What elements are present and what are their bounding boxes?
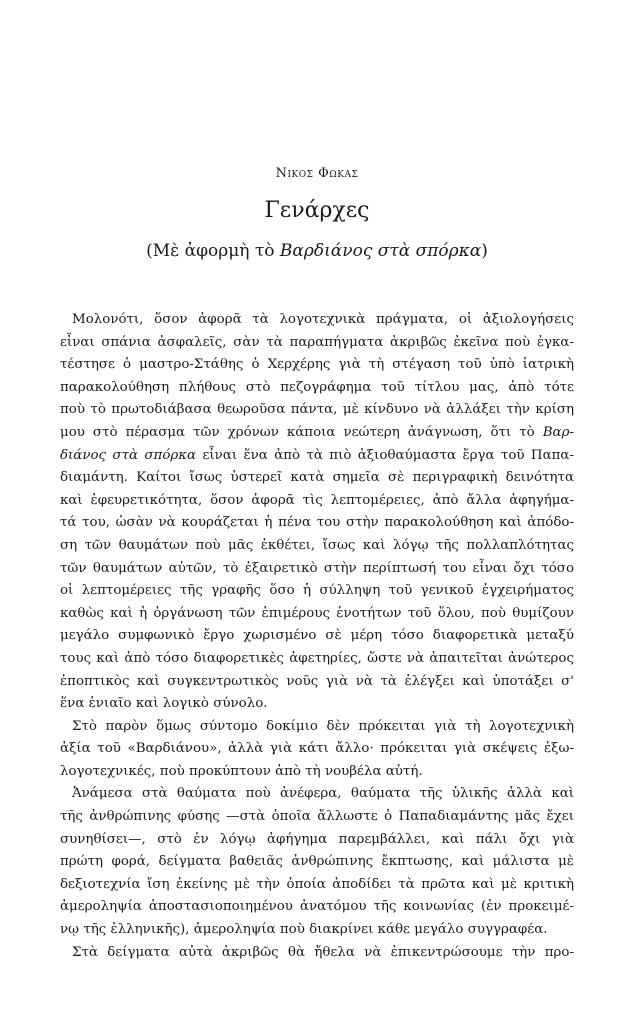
text-segment: ἀξία τοῦ «Βαρδιάνου», ἀλλὰ γιὰ κάτι ἄλλο· πρόκειται γιὰ σκέψεις ἐξω-: [60, 741, 574, 757]
text-line: [60, 535, 574, 558]
text-line: [60, 919, 574, 942]
text-segment: εἶναι σπάνια ἀσφαλεῖς, σὰν τὰ παραπήγματα ἀκριβῶς ἐκεῖνα ποὺ ἐγκα-: [60, 334, 574, 350]
text-line: [60, 422, 574, 445]
text-segment: τους καὶ ἀπὸ τόσο διαφορετικὲς ἀφετηρίες, ὥστε νὰ ἀπαιτεῖται ἀνώτερος: [60, 650, 574, 666]
text-line: [60, 603, 574, 626]
text-segment: ποὺ τὸ πρωτοδιάβασα θεωροῦσα πάντα, μὲ κίνδυνο νὰ ἀλλάξει τὴν κρίση: [60, 402, 574, 418]
text-line: [60, 738, 574, 761]
text-segment: Στὸ παρὸν ὅμως σύντομο δοκίμιο δὲν πρόκειται γιὰ τὴ λογοτεχνικὴ: [72, 718, 574, 734]
italic-segment: διάνος στὰ σπόρκα: [60, 447, 197, 463]
text-segment: παρακολούθηση πλήθους στὸ πεζογράφημα τοῦ τίτλου μας, ἀπὸ τότε: [60, 379, 574, 395]
body-text: [60, 309, 574, 964]
text-segment: Μολονότι, ὅσον ἀφορᾶ τὰ λογοτεχνικὰ πράγματα, οἱ ἀξιολογήσεις: [72, 312, 574, 327]
text-line: [60, 512, 574, 535]
text-segment: λογοτεχνικές, ποὺ προκύπτουν ἀπὸ τὴ νουβέλα αὐτή.: [60, 763, 423, 779]
text-line: [60, 625, 574, 648]
text-line: [60, 445, 574, 468]
text-line: [60, 851, 574, 874]
text-line: [60, 806, 574, 829]
text-segment: πρώτη φορά, δείγματα βαθειᾶς ἀνθρώπινης ἔκπτωσης, καὶ μάλιστα μὲ: [60, 854, 574, 870]
text-segment: διαμάντη. Καίτοι ἴσως ὑστερεῖ κατὰ σημεῖα σὲ περιγραφικὴ δεινότητα: [60, 470, 574, 486]
text-segment: ἐποπτικὸς καὶ συγκεντρωτικὸς νοῦς γιὰ νὰ τὰ ἐλέγξει καὶ ὑποτάξει σ': [60, 673, 574, 689]
article-title: Γενάρχες: [264, 198, 370, 223]
text-line: [60, 693, 574, 716]
text-segment: τέστησε ὁ μαστρο-Στάθης ὁ Χερχέρης γιὰ τὴ στέγαση τοῦ ὑπὸ ἰατρικὴ: [60, 357, 574, 373]
text-line: [60, 558, 574, 581]
text-line: [60, 896, 574, 919]
text-segment: τά του, ὡσὰν νὰ κουράζεται ἡ πένα του στὴν παρακολούθηση καὶ ἀπόδο-: [60, 515, 574, 531]
article-subtitle: [0, 241, 634, 261]
text-line: [60, 580, 574, 603]
subtitle-work-title: Βαρδιάνος στὰ σπόρκα: [279, 241, 482, 261]
text-segment: ση τῶν θαυμάτων ποὺ μᾶς ἐκθέτει, ἴσως καὶ λόγῳ τῆς πολλαπλότητας: [60, 537, 574, 553]
text-line: [60, 354, 574, 377]
text-segment: τῶν θαυμάτων αὐτῶν, τὸ ἐξαιρετικὸ στὴν περίπτωσή του εἶναι ὄχι τόσο: [60, 560, 574, 576]
text-line: [60, 761, 574, 784]
text-segment: Ἀνάμεσα στὰ θαύματα ποὺ ἀνέφερα, θαύματα τῆς ὑλικῆς ἀλλὰ καὶ: [72, 786, 574, 802]
text-segment: Στὰ δείγματα αὐτὰ ἀκριβῶς θὰ ἤθελα νὰ ἐπικεντρώσουμε τὴν προ-: [72, 944, 574, 960]
text-line: [60, 467, 574, 490]
text-line: [60, 716, 574, 739]
text-line: [60, 942, 574, 965]
text-line: [60, 490, 574, 513]
author-name: Νικος Φωκας: [275, 166, 359, 181]
text-line: [60, 829, 574, 852]
text-line: [60, 399, 574, 422]
text-line: [60, 874, 574, 897]
text-line: [60, 309, 574, 332]
text-segment: δεξιοτεχνία ἴση ἐκείνης μὲ τὴν ὁποία ἀποδίδει τὰ πρῶτα καὶ μὲ κριτικὴ: [60, 876, 574, 892]
subtitle-suffix: ): [481, 241, 488, 261]
italic-segment: Βαρ-: [542, 424, 574, 440]
text-segment: εἶναι ἕνα ἀπὸ τὰ πιὸ ἀξιοθαύμαστα ἔργα τοῦ Παπα-: [196, 447, 574, 463]
text-segment: μεγάλο συμφωνικὸ ἔργο χωρισμένο σὲ μέρη τόσο διαφορετικὰ μεταξύ: [60, 628, 574, 644]
text-line: [60, 648, 574, 671]
text-segment: καὶ ἐφευρετικότητα, ὅσον ἀφορᾶ τὶς λεπτομέρειες, ἀπὸ ἄλλα ἀφηγήμα-: [60, 492, 574, 508]
text-segment: καθὼς καὶ ἡ ὀργάνωση τῶν ἐπιμέρους ἑνοτήτων τοῦ ὅλου, ποὺ θυμίζουν: [60, 605, 574, 621]
text-segment: οἱ λεπτομέρειες τῆς γραφῆς ὅσο ἡ σύλληψη τοῦ γενικοῦ ἐγχειρήματος: [60, 583, 574, 599]
text-line: [60, 783, 574, 806]
text-line: [60, 332, 574, 355]
text-segment: μου στὸ πέρασμα τῶν χρόνων κάποια νεώτερη ἀνάγνωση, ὅτι τὸ: [60, 424, 543, 440]
subtitle-prefix: (Μὲ ἀφορμὴ τὸ: [146, 241, 280, 261]
text-line: [60, 377, 574, 400]
text-line: [60, 671, 574, 694]
text-segment: συνηθίσει—, στὸ ἐν λόγῳ ἀφήγημα παρεμβάλλει, καὶ πάλι ὄχι γιὰ: [60, 831, 574, 847]
text-segment: τῆς ἀνθρώπινης φύσης —στὰ ὁποῖα ἄλλωστε ὁ Παπαδιαμάντης μᾶς ἔχει: [60, 809, 574, 825]
text-segment: ἕνα ἑνιαῖο καὶ λογικὸ σύνολο.: [60, 696, 268, 712]
text-segment: ἀμεροληψία ἀποστασιοποιημένου ἀνατόμου τῆς κοινωνίας (ἐν προκειμέ-: [60, 899, 574, 915]
text-segment: νῳ τῆς ἑλληνικῆς), ἀμεροληψία ποὺ διακρίνει κάθε μεγάλο συγγραφέα.: [60, 922, 548, 938]
